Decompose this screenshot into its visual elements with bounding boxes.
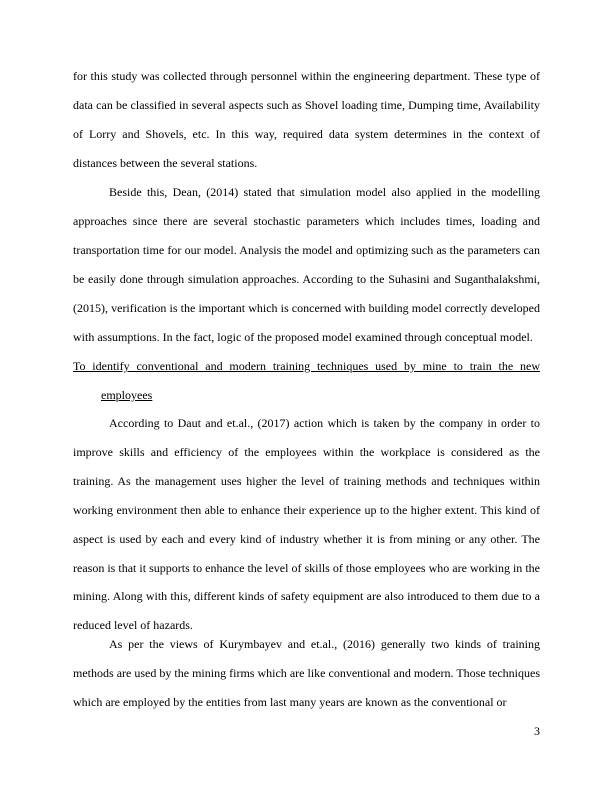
page-number: 3 xyxy=(534,724,540,738)
paragraph-data-collection: for this study was collected through personnel within the engineering department. These type of data can be classified in several aspects such as Shovel loading time, Dumping time, Availability of Lorry and Shovels, etc. In this way, required data system determines in the context of distances between the several stations. xyxy=(73,69,540,170)
section-heading: To identify conventional and modern training techniques used by mine to train the new employees xyxy=(73,359,540,402)
paragraph-training-definition: According to Daut and et.al., (2017) action which is taken by the company in order to improve skills and efficiency of the employees within the workplace is considered as the training. As the management uses higher the level of training methods and techniques within working environment then able to enhance their experience up to the higher extent. This kind of aspect is used by each and every kind of industry whether it is from mining or any other. The reason is that it supports to enhance the level of skills of those employees who are working in the mining. Along with this, different kinds of safety equipment are also introduced to them due to a reduced level of hazards. xyxy=(73,416,540,633)
paragraph-training-methods: As per the views of Kurymbayev and et.al., (2016) generally two kinds of training methods are used by the mining firms which are like conventional and modern. Those techniques which are employed by the entities from last many years are known as the conventional or xyxy=(73,637,540,709)
paragraph-simulation-model: Beside this, Dean, (2014) stated that simulation model also applied in the modelling approaches since there are several stochastic parameters which includes times, loading and transportation time for our model. Analysis the model and optimizing such as the parameters can be easily done through simulation approaches. According to the Suhasini and Suganthalakshmi, (2015), verification is the important which is concerned with building model correctly developed with assumptions. In the fact, logic of the proposed model examined through conceptual model. xyxy=(73,185,540,344)
